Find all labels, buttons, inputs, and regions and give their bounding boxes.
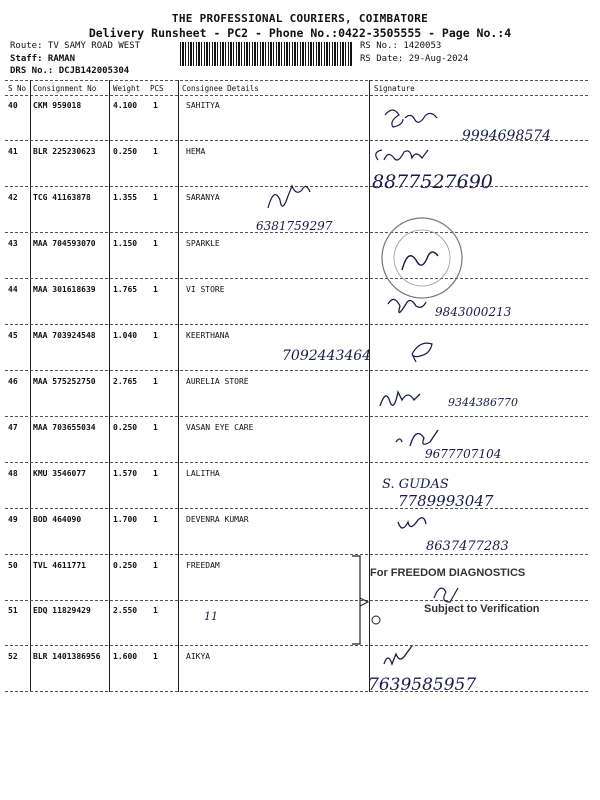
handwritten-phone-row-41: 8877527690 <box>372 171 493 193</box>
cell-consignee: LALITHA <box>186 469 220 478</box>
cell-pcs: 1 <box>153 377 158 386</box>
cell-consignment-no: TCG 41163878 <box>33 193 91 202</box>
col-header-consignee: Consignee Details <box>182 84 259 93</box>
cell-sno: 51 <box>8 606 18 615</box>
cell-pcs: 1 <box>153 606 158 615</box>
cell-consignee: FREEDAM <box>186 561 220 570</box>
cell-weight: 1.765 <box>113 285 138 294</box>
cell-weight: 2.765 <box>113 377 138 386</box>
cell-weight: 0.250 <box>113 561 138 570</box>
cell-sno: 40 <box>8 101 18 110</box>
cell-consignment-no: MAA 301618639 <box>33 285 96 294</box>
round-seal-inner-ring <box>394 230 450 286</box>
signature-row-40 <box>385 110 437 127</box>
bracket-mark <box>352 556 360 644</box>
handwritten-phone-row-46: 9344386770 <box>448 396 518 409</box>
cell-consignee: SAHITYA <box>186 101 220 110</box>
rs-number: RS No.: 1420053 <box>360 41 442 51</box>
staff-label: Staff: RAMAN <box>10 54 76 64</box>
handwritten-name-row-48: S. GUDAS <box>382 477 449 492</box>
cell-pcs: 1 <box>153 515 158 524</box>
circle-mark <box>372 616 380 624</box>
cell-weight: 4.100 <box>113 101 138 110</box>
handwritten-phone-row-48: 7789993047 <box>398 492 494 510</box>
cell-consignment-no: MAA 703924548 <box>33 331 96 340</box>
cell-pcs: 1 <box>153 285 158 294</box>
cell-consignee: VASAN EYE CARE <box>186 423 254 432</box>
handwritten-mark-row-51: 11 <box>204 610 218 623</box>
signature-row-43 <box>402 252 438 270</box>
signature-row-50 <box>434 588 458 602</box>
cell-consignee: AURELIA STORE <box>186 377 249 386</box>
route-label: Route: TV SAMY ROAD WEST <box>10 41 141 51</box>
cell-consignment-no: MAA 703655034 <box>33 423 96 432</box>
rs-date: RS Date: 29-Aug-2024 <box>360 54 469 64</box>
handwritten-phone-row-49: 8637477283 <box>426 539 509 554</box>
cell-consignee: AIKYA <box>186 652 211 661</box>
cell-pcs: 1 <box>153 101 158 110</box>
cell-pcs: 1 <box>153 469 158 478</box>
cell-consignment-no: BLR 225230623 <box>33 147 96 156</box>
stamp-line-1: For FREEDOM DIAGNOSTICS <box>370 567 526 579</box>
signature-row-52 <box>384 646 412 664</box>
signature-row-41 <box>376 150 428 160</box>
cell-consignment-no: CKM 959018 <box>33 101 82 110</box>
cell-consignment-no: TVL 4611771 <box>33 561 86 570</box>
cell-consignment-no: BLR 1401386956 <box>33 652 101 661</box>
cell-weight: 1.040 <box>113 331 138 340</box>
col-header-weight: Weight <box>113 84 141 93</box>
cell-weight: 1.355 <box>113 193 138 202</box>
cell-sno: 44 <box>8 285 18 294</box>
signature-row-49 <box>398 518 426 528</box>
cell-consignment-no: EDQ 11829429 <box>33 606 91 615</box>
col-header-signature: Signature <box>374 84 415 93</box>
handwritten-phone-row-45: 7092443464 <box>282 348 372 364</box>
cell-consignee: DEVENRA KUMAR <box>186 515 249 524</box>
cell-pcs: 1 <box>153 239 158 248</box>
signature-row-46 <box>380 392 420 406</box>
cell-weight: 1.600 <box>113 652 138 661</box>
drs-number: DRS No.: DCJB142005304 <box>10 66 130 76</box>
company-name: THE PROFESSIONAL COURIERS, COIMBATORE <box>171 12 429 25</box>
cell-weight: 2.550 <box>113 606 138 615</box>
cell-pcs: 1 <box>153 652 158 661</box>
cell-sno: 52 <box>8 652 18 661</box>
cell-pcs: 1 <box>153 331 158 340</box>
col-header-sno: S No <box>8 84 27 93</box>
col-header-pcs: PCS <box>150 84 164 93</box>
cell-consignment-no: MAA 704593070 <box>33 239 96 248</box>
signature-row-47 <box>396 430 438 446</box>
cell-consignee: SPARKLE <box>186 239 220 248</box>
handwritten-phone-row-47: 9677707104 <box>425 447 502 461</box>
cell-sno: 46 <box>8 377 18 386</box>
col-header-consignment: Consignment No <box>33 84 97 93</box>
cell-consignment-no: KMU 3546077 <box>33 469 86 478</box>
cell-consignment-no: BOD 464090 <box>33 515 82 524</box>
bracket-pointer <box>360 598 368 606</box>
cell-weight: 1.700 <box>113 515 138 524</box>
cell-consignee: HEMA <box>186 147 206 156</box>
cell-sno: 48 <box>8 469 18 478</box>
signature-row-45 <box>412 343 432 362</box>
cell-weight: 0.250 <box>113 147 138 156</box>
cell-consignment-no: MAA 575252750 <box>33 377 96 386</box>
cell-consignee: KEERTHANA <box>186 331 230 340</box>
cell-sno: 42 <box>8 193 18 202</box>
handwritten-phone-row-52: 7639585957 <box>368 675 477 695</box>
cell-pcs: 1 <box>153 423 158 432</box>
cell-sno: 45 <box>8 331 18 340</box>
cell-pcs: 1 <box>153 193 158 202</box>
cell-pcs: 1 <box>153 147 158 156</box>
signature-row-44 <box>388 299 426 312</box>
runsheet-title: Delivery Runsheet - PC2 - Phone No.:0422-3505555 - Page No.:4 <box>88 26 512 40</box>
cell-weight: 1.150 <box>113 239 138 248</box>
handwritten-phone-row-40: 9994698574 <box>462 128 552 144</box>
cell-weight: 1.570 <box>113 469 138 478</box>
cell-consignee: SARANYA <box>186 193 220 202</box>
cell-sno: 41 <box>8 147 18 156</box>
handwritten-phone-row-42: 6381759297 <box>256 219 333 233</box>
cell-sno: 47 <box>8 423 18 432</box>
cell-sno: 50 <box>8 561 18 570</box>
signature-row-42 <box>268 186 310 208</box>
cell-sno: 49 <box>8 515 18 524</box>
handwritten-phone-row-44: 9843000213 <box>435 305 512 319</box>
cell-pcs: 1 <box>153 561 158 570</box>
cell-sno: 43 <box>8 239 18 248</box>
stamp-line-2: Subject to Verification <box>424 603 540 615</box>
cell-consignee: VI STORE <box>186 285 225 294</box>
cell-weight: 0.250 <box>113 423 138 432</box>
